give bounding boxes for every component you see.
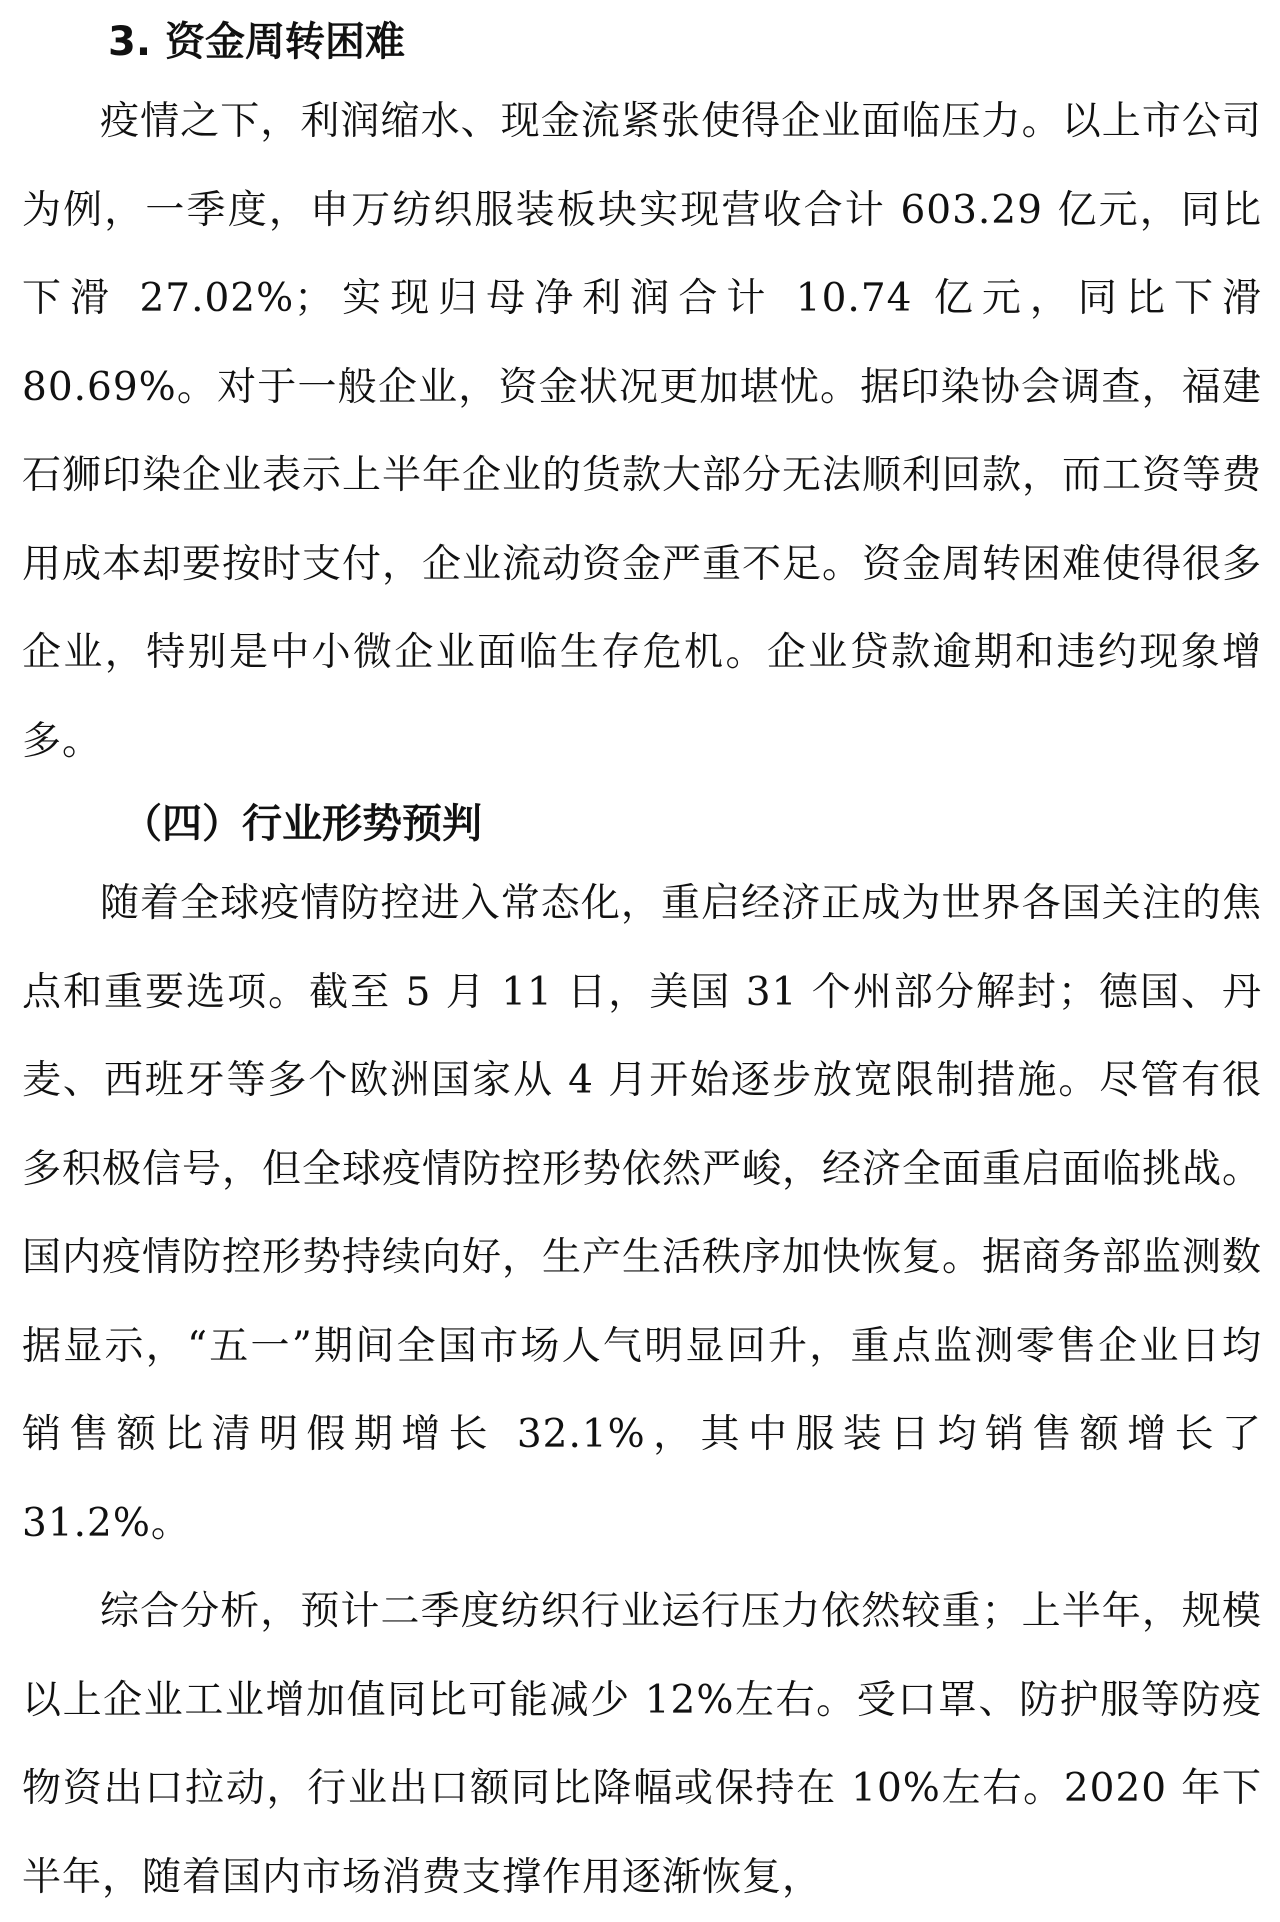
- paragraph-capital-turnover: 疫情之下，利润缩水、现金流紧张使得企业面临压力。以上市公司为例，一季度，申万纺织服装板块实现营收合计 603.29 亿元，同比下滑 27.02%；实现归母净利润合计 10.74 亿元，同比下滑 80.69%。对于一般企业，资金状况更加堪忧。据印染协会调查，福建石狮印染企业表示上半年企业的货款大部分无法顺利回款，而工资等费用成本却要按时支付，企业流动资金严重不足。资金周转困难使得很多企业，特别是中小微企业面临生存危机。企业贷款逾期和违约现象增多。: [22, 99, 1263, 764]
- paragraph-comprehensive-analysis: 综合分析，预计二季度纺织行业运行压力依然较重；上半年，规模以上企业工业增加值同比可能减少 12%左右。受口罩、防护服等防疫物资出口拉动，行业出口额同比降幅或保持在 10%左右。2020 年下半年，随着国内市场消费支撑作用逐渐恢复，: [22, 1589, 1262, 1900]
- section-heading-capital-turnover: 3. 资金周转困难: [108, 19, 405, 65]
- paragraph-global-reopening: 随着全球疫情防控进入常态化，重启经济正成为世界各国关注的焦点和重要选项。截至 5 月 11 日，美国 31 个州部分解封；德国、丹麦、西班牙等多个欧洲国家从 4 月开始逐步放宽限制措施。尽管有很多积极信号，但全球疫情防控形势依然严峻，经济全面重启面临挑战。国内疫情防控形势持续向好，生产生活秩序加快恢复。据商务部监测数据显示，“五一”期间全国市场人气明显回升，重点监测零售企业日均销售额比清明假期增长 32.1%，其中服装日均销售额增长了 31.2%。: [22, 881, 1263, 1546]
- section-heading-industry-outlook: （四）行业形势预判: [122, 801, 482, 847]
